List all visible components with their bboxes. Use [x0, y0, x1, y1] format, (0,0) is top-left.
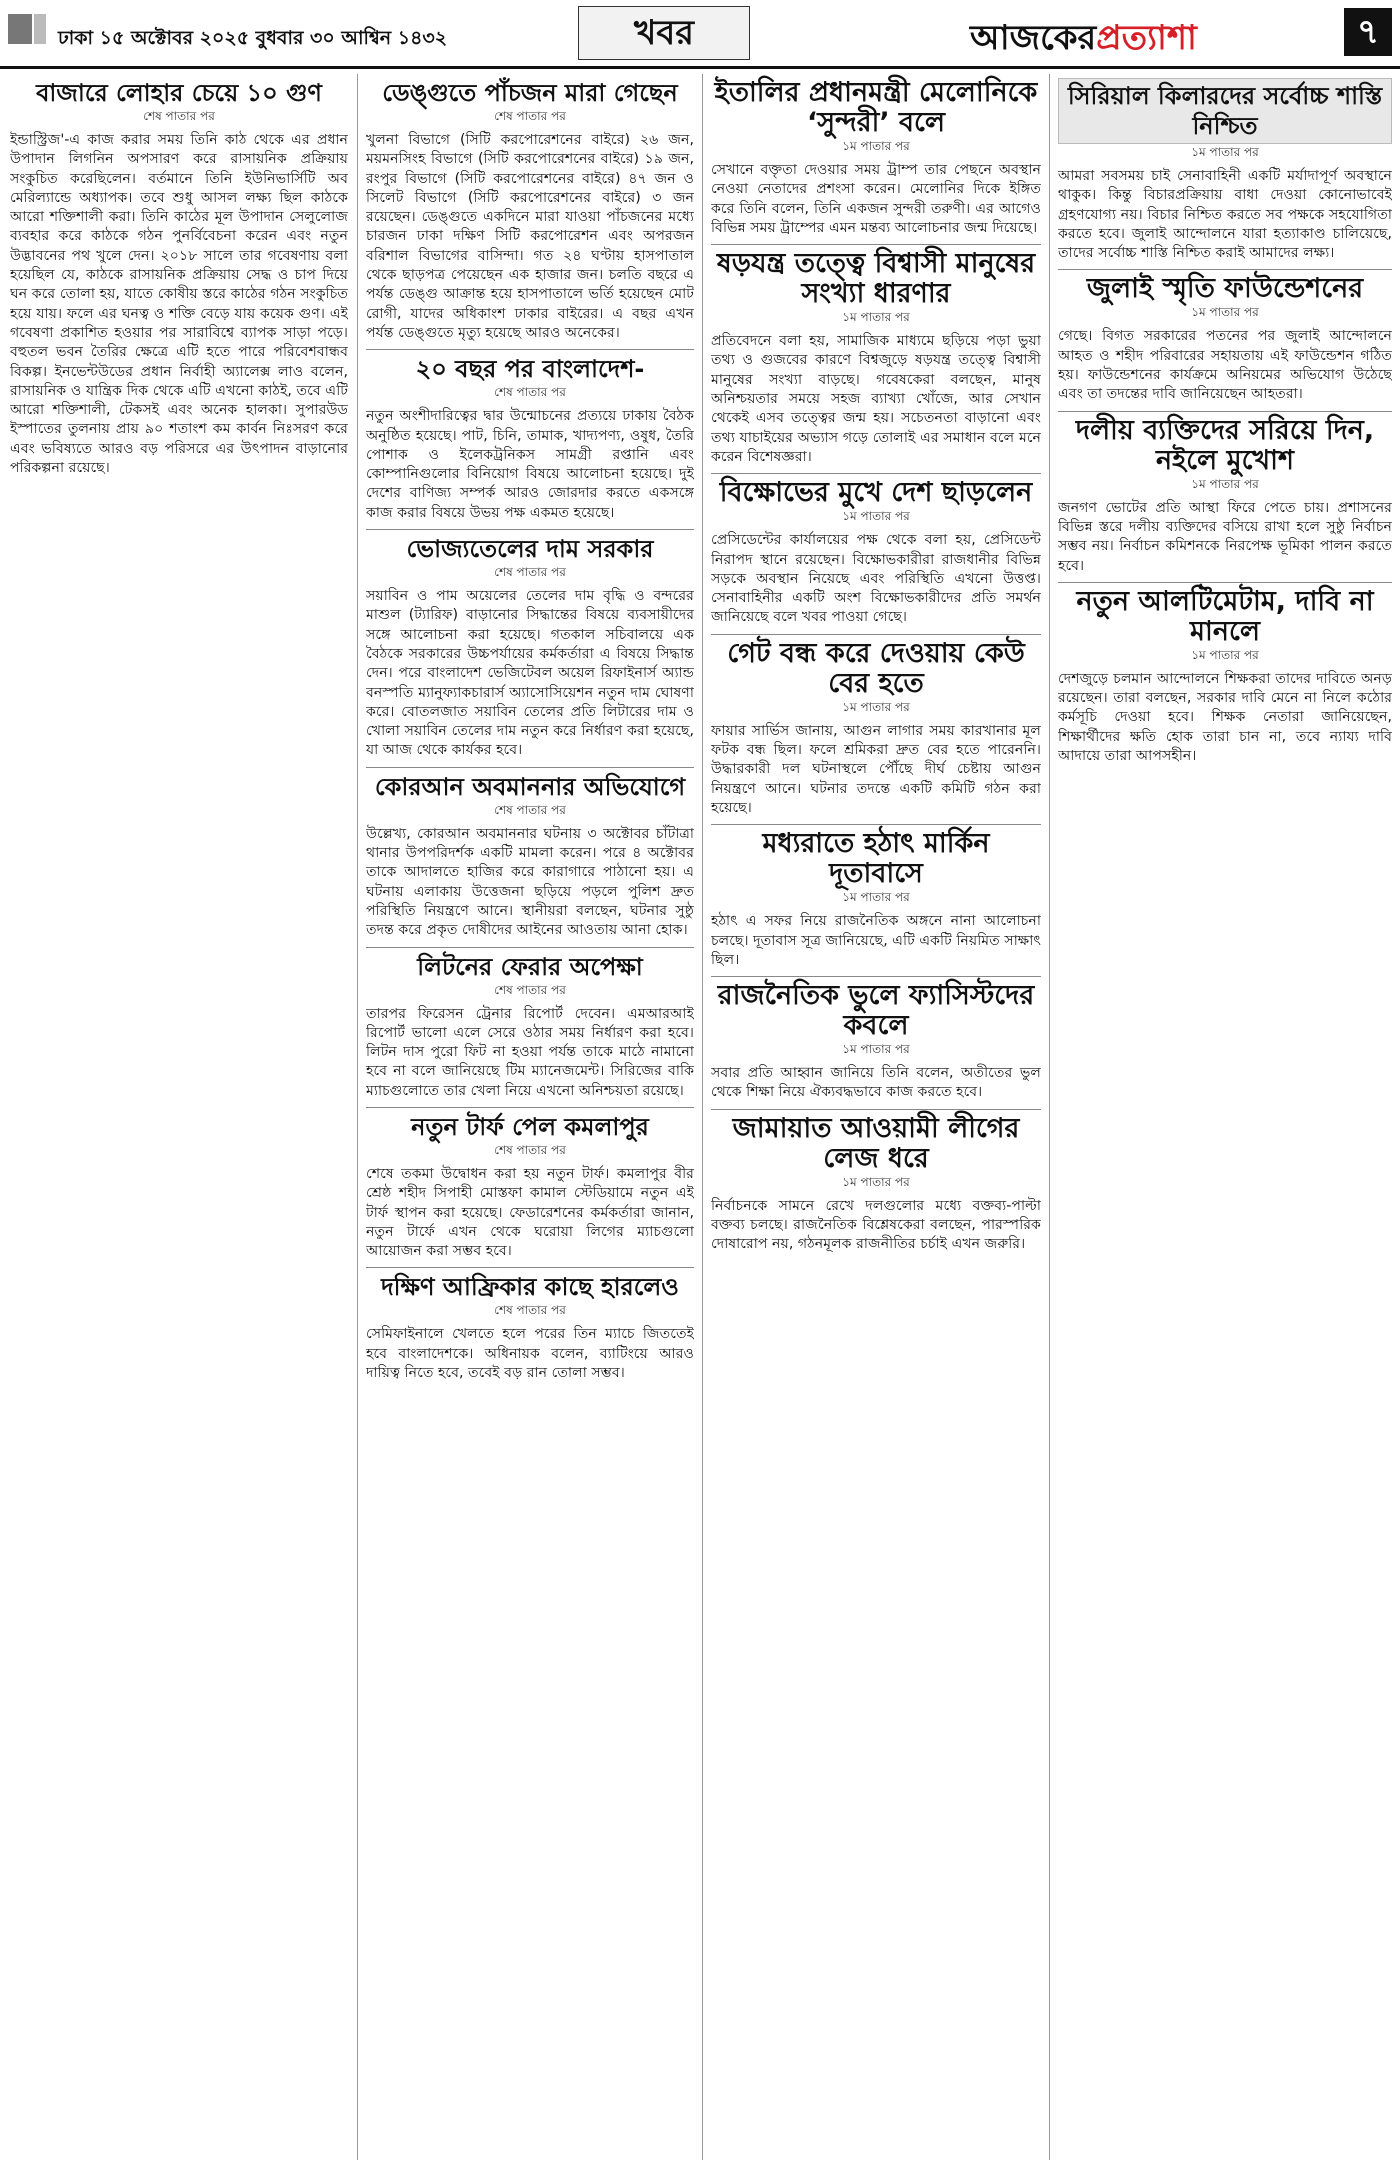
article-headline: গেট বন্ধ করে দেওয়ায় কেউ বের হতে	[727, 637, 1025, 699]
article-headline: ষড়যন্ত্র তত্ত্বে বিশ্বাসী মানুষের সংখ্যা ধারণার	[716, 248, 1036, 310]
article	[1058, 416, 1392, 576]
masthead	[0, 0, 1400, 69]
article-headline: দক্ষিণ আফ্রিকার কাছে হারলেও	[381, 1273, 679, 1302]
article-headline: কোরআন অবমাননার অভিযোগে	[374, 772, 686, 801]
article-body: ফায়ার সার্ভিস জানায়, আগুন লাগার সময় কারখানার মূল ফটক বন্ধ ছিল। ফলে শ্রমিকরা দ্রুত বের হতে পারেননি। উদ্ধারকারী দল ঘটনাস্থলে পৌঁছে দীর্ঘ চেষ্টায় আগুন নিয়ন্ত্রণে আনে। ঘটনার তদন্তে একটি কমিটি গঠন করা হয়েছে।	[711, 722, 1041, 816]
article	[1058, 587, 1392, 766]
article	[10, 78, 348, 478]
article-body: উল্লেখ্য, কোরআন অবমাননার ঘটনায় ৩ অক্টোবর চাঁটাত্রা থানার উপপরিদর্শক একটি মামলা করেন। পরে ৪ অক্টোবর তাকে আদালতে হাজির করে কারাগারে পাঠানো হয়। এ ঘটনায় এলাকায় উত্তেজনা ছড়িয়ে পড়লে পুলিশ দ্রুত পরিস্থিতি নিয়ন্ত্রণে আনে। স্থানীয়রা বলছেন, ঘটনার সুষ্ঠু তদন্ত করে প্রকৃত দোষীদের আইনের আওতায় আনা হোক।	[366, 825, 694, 939]
article-body: জনগণ ভোটের প্রতি আস্থা ফিরে পেতে চায়। প্রশাসনের বিভিন্ন স্তরে দলীয় ব্যক্তিদের বসিয়ে রাখা হলে সুষ্ঠু নির্বাচন সম্ভব নয়। নির্বাচন কমিশনকে নিরপেক্ষ ভূমিকা পালন করতে হবে।	[1058, 499, 1392, 574]
article-divider	[1058, 411, 1392, 412]
continued-from: শেষ পাতার পর	[494, 565, 566, 580]
article	[711, 1114, 1041, 1255]
article-body: সয়াবিন ও পাম অয়েলের তেলের দাম বৃদ্ধি ও বন্দরের মাশুল (ট্যারিফ) বাড়ানোর সিদ্ধান্তের বিষয়ে ব্যবসায়ীদের সঙ্গে আলোচনা করা হয়েছে। গতকাল সচিবালয়ে এক বৈঠকে সরকারের উচ্চপর্যায়ের কর্মকর্তারা এ বিষয়ে সিদ্ধান্ত দেন। পরে বাংলাদেশ ভেজিটেবল অয়েল রিফাইনার্স অ্যান্ড বনস্পতি ম্যানুফ্যাকচারার্স অ্যাসোসিয়েশন নতুন দাম ঘোষণা করে। বোতলজাত সয়াবিন তেলের প্রতি লিটারের দাম ও খোলা সয়াবিন তেলের দাম নতুন করে নির্ধারণ করা হয়েছে, যা আজ থেকে কার্যকর হবে।	[366, 588, 694, 759]
article-body: নির্বাচনকে সামনে রেখে দলগুলোর মধ্যে বক্তব্য-পাল্টা বক্তব্য চলছে। রাজনৈতিক বিশ্লেষকেরা বলছেন, পারস্পরিক দোষারোপ নয়, গঠনমূলক রাজনীতির চর্চাই এখন জরুরি।	[711, 1197, 1041, 1253]
continued-from: শেষ পাতার পর	[494, 802, 566, 817]
article	[1058, 274, 1392, 404]
header-decor-block	[8, 14, 32, 44]
article-body: সবার প্রতি আহ্বান জানিয়ে তিনি বলেন, অতীতের ভুল থেকে শিক্ষা নিয়ে ঐক্যবদ্ধভাবে কাজ করতে হবে।	[711, 1065, 1041, 1101]
continued-from: শেষ পাতার পর	[143, 109, 215, 123]
column-3	[711, 74, 1041, 2160]
continued-from: ১ম পাতার পর	[1191, 476, 1259, 491]
continued-from: ১ম পাতার পর	[1191, 647, 1259, 662]
article-divider	[711, 634, 1041, 635]
article-headline: লিটনের ফেরার অপেক্ষা	[417, 952, 643, 981]
article	[366, 1272, 694, 1383]
article	[1058, 78, 1392, 263]
article	[711, 249, 1041, 467]
article	[366, 772, 694, 941]
article-divider	[366, 349, 694, 350]
continued-from: ১ম পাতার পর	[842, 509, 910, 524]
article-body: সেখানে বক্তৃতা দেওয়ার সময় ট্রাম্প তার পেছনে অবস্থান নেওয়া নেতাদের প্রশংসা করেন। মেলোনির দিকে ইঙ্গিত করে তিনি বলেন, তিনি একজন সুন্দরী তরুণী। এর আগেও বিভিন্ন সময় ট্রাম্পের এমন মন্তব্য আলোচনার জন্ম দিয়েছে।	[711, 162, 1041, 236]
article-divider	[711, 976, 1041, 977]
article-headline: ভোজ্যতেলের দাম সরকার	[406, 535, 654, 564]
article-headline: ২০ বছর পর বাংলাদেশ-	[415, 355, 645, 384]
article-body: সেমিফাইনালে খেলতে হলে পরের তিন ম্যাচে জিততেই হবে বাংলাদেশকে। অধিনায়ক বলেন, ব্যাটিংয়ে আরও দায়িত্ব নিতে হবে, তবেই বড় রান তোলা সম্ভব।	[366, 1326, 694, 1382]
continued-from: ১ম পাতার পর	[842, 139, 910, 153]
column-divider	[1049, 74, 1050, 2160]
issue-date: ঢাকা ১৫ অক্টোবর ২০২৫ বুধবার ৩০ আশ্বিন ১৪৩২	[58, 27, 448, 49]
continued-from: ১ম পাতার পর	[842, 699, 910, 714]
article-headline: দলীয় ব্যক্তিদের সরিয়ে দিন, নইলে মুখোশ	[1075, 414, 1375, 476]
article-body: আমরা সবসময় চাই সেনাবাহিনী একটি মর্যাদাপূর্ণ অবস্থানে থাকুক। কিন্তু বিচারপ্রক্রিয়ায় বাধা দেওয়া কোনোভাবেই গ্রহণযোগ্য নয়। বিচার নিশ্চিত করতে সব পক্ষকে সহযোগিতা করতে হবে। জুলাই আন্দোলনে যারা হত্যাকাণ্ড চালিয়েছে, তাদের সর্বোচ্চ শাস্তি নিশ্চিত করাই আমাদের লক্ষ্য।	[1058, 168, 1392, 262]
article-divider	[366, 767, 694, 768]
article-body: প্রতিবেদনে বলা হয়, সামাজিক মাধ্যমে ছড়িয়ে পড়া ভুয়া তথ্য ও গুজবের কারণে বিশ্বজুড়ে ষড়যন্ত্র তত্ত্বে বিশ্বাসী মানুষের সংখ্যা বাড়ছে। গবেষকেরা বলছেন, মানুষ অনিশ্চয়তার সময়ে সহজ ব্যাখ্যা খোঁজে, আর সেখান থেকেই এসব তত্ত্বের জন্ম হয়। সচেতনতা বাড়ানো এবং তথ্য যাচাইয়ের অভ্যাস গড়ে তোলাই এর সমাধান বলে মনে করেন বিশেষজ্ঞরা।	[711, 333, 1041, 465]
continued-from: ১ম পাতার পর	[842, 1174, 910, 1189]
article	[711, 829, 1041, 970]
article	[366, 534, 694, 761]
continued-from: শেষ পাতার পর	[494, 982, 566, 997]
article-divider	[366, 1107, 694, 1108]
article	[366, 1112, 694, 1261]
article-divider	[366, 947, 694, 948]
article-divider	[711, 244, 1041, 245]
article	[711, 981, 1041, 1103]
continued-from: ১ম পাতার পর	[842, 310, 910, 325]
article-body: দেশজুড়ে চলমান আন্দোলনে শিক্ষকরা তাদের দাবিতে অনড় রয়েছেন। তারা বলছেন, সরকার দাবি মেনে না নিলে কঠোর কর্মসূচি দেওয়া হবে। শিক্ষক নেতারা জানিয়েছেন, শিক্ষার্থীদের ক্ষতি হোক তারা চান না, তবে ন্যায্য দাবি আদায়ে তারা আপসহীন।	[1058, 670, 1392, 765]
article-headline: মধ্যরাতে হঠাৎ মার্কিন দূতাবাসে	[762, 828, 990, 890]
article-headline: সিরিয়াল কিলারদের সর্বোচ্চ শাস্তি নিশ্চিত	[1058, 78, 1392, 144]
article-body: হঠাৎ এ সফর নিয়ে রাজনৈতিক অঙ্গনে নানা আলোচনা চলছে। দূতাবাস সূত্র জানিয়েছে, এটি একটি নিয়মিত সাক্ষাৎ ছিল।	[711, 913, 1041, 968]
article-body: ইন্ডাস্ট্রিজ'-এ কাজ করার সময় তিনি কাঠ থেকে এর প্রধান উপাদান লিগনিন অপসারণ করে রাসায়নিক প্রক্রিয়ায় সংকুচিত করেছিলেন। বর্তমানে তিনি ইউনিভার্সিটি অব মেরিল্যান্ডে অধ্যাপক। তবে শুধু আসল লক্ষ্য ছিল কাঠকে আরো শক্তিশালী করা। তিনি কাঠের মূল উপাদান সেলুলোজ ব্যবহার করে কাঠকে গঠন পুনর্বিবেচনা করেন এবং নতুন উদ্ভাবনের পথ খুলে দেন। ২০১৮ সালে তার গবেষণায় বলা হয়েছিল যে, কাঠকে রাসায়নিক প্রক্রিয়ায় সেদ্ধ ও চাপ দিয়ে ঘন করে তোলা হয়, যাতে কোষীয় স্তরে কাঠের গঠন সংকুচিত হয়ে যায়। ফলে এর ঘনত্ব ও শক্তি বেড়ে যায় কয়েক গুণ। এই গবেষণা প্রকাশিত হওয়ার পর সারাবিশ্বে ব্যাপক সাড়া পড়ে। বহুতল ভবন তৈরির ক্ষেত্রে এটি হতে পারে পরিবেশবান্ধব বিকল্প। ইনভেন্টউডের প্রধান নির্বাহী অ্যালেক্স লাও বলেন, রাসায়নিক ও যান্ত্রিক দিক থেকে এটি এখনো কাঠই, তবে এটি আরো শক্তিশালী, টেকসই এবং অনেক হালকা। সুপারউড ইস্পাতের তুলনায় প্রায় ৯০ শতাংশ কম কার্বন নিঃসরণ করে এবং ভবিষ্যতে আরও বড় পরিসরে এর উৎপাদন বাড়ানোর পরিকল্পনা রয়েছে।	[10, 132, 348, 477]
article-headline: জুলাই স্মৃতি ফাউন্ডেশনের	[1086, 273, 1364, 305]
column-1	[10, 74, 348, 2160]
article-body: গেছে। বিগত সরকারের পতনের পর জুলাই আন্দোলনে আহত ও শহীদ পরিবারের সহায়তায় এই ফাউন্ডেশন গঠিত হয়। ফাউন্ডেশনের কার্যক্রমে অনিয়মের অভিযোগ উঠেছে এবং তা তদন্তের দাবি জানিয়েছেন আহতরা।	[1058, 328, 1392, 403]
article	[711, 639, 1041, 818]
article-divider	[711, 473, 1041, 474]
article-body: তারপর ফিরেসন ট্রেনার রিপোর্ট দেবেন। এমআরআই রিপোর্ট ভালো এলে সেরে ওঠার সময় নির্ধারণ করা হবে। লিটন দাস পুরো ফিট না হওয়া পর্যন্ত তাকে মাঠে নামানো হবে না বলে জানিয়েছে টিম ম্যানেজমেন্ট। সিরিজের বাকি ম্যাচগুলোতে তার খেলা নিয়ে এখনো অনিশ্চয়তা রয়েছে।	[366, 1005, 694, 1099]
article-headline: বাজারে লোহার চেয়ে ১০ গুণ	[36, 79, 322, 107]
article	[711, 478, 1041, 627]
article-headline: রাজনৈতিক ভুলে ফ্যাসিস্টদের কবলে	[717, 980, 1035, 1042]
article	[711, 78, 1041, 238]
article	[366, 78, 694, 343]
article-body: প্রেসিডেন্টের কার্যালয়ের পক্ষ থেকে বলা হয়, প্রেসিডেন্ট নিরাপদ স্থানে রয়েছেন। বিক্ষোভকারীরা রাজধানীর বিভিন্ন সড়কে অবস্থান নিয়েছে এবং পরিস্থিতি এখনো উত্তপ্ত। সেনাবাহিনীর একটি অংশ বিক্ষোভকারীদের প্রতি সমর্থন জানিয়েছে বলে খবর পাওয়া গেছে।	[711, 532, 1041, 626]
article-divider	[1058, 582, 1392, 583]
newspaper-logo: আজকেরপ্রত্যাশা	[970, 18, 1197, 58]
article-headline: জামায়াত আওয়ামী লীগের লেজ ধরে	[732, 1112, 1020, 1174]
continued-from: ১ম পাতার পর	[842, 890, 910, 905]
article-divider	[711, 1109, 1041, 1110]
article-headline: বিক্ষোভের মুখে দেশ ছাড়লেন	[719, 477, 1033, 509]
article-headline: ইতালির প্রধানমন্ত্রী মেলোনিকে ‘সুন্দরী’ বলে	[714, 77, 1038, 138]
section-title: খবর	[578, 6, 750, 60]
article-divider	[1058, 269, 1392, 270]
article-body: খুলনা বিভাগে (সিটি করপোরেশনের বাইরে) ২৬ জন, ময়মনসিংহ বিভাগে (সিটি করপোরেশনের বাইরে) ১৯ জন, রংপুর বিভাগে (সিটি করপোরেশনের বাইরে) ৪৭ জন ও সিলেট বিভাগে (সিটি করপোরেশনের বাইরে) ৩ জন রয়েছেন। ডেঙ্গুতে একদিনে মারা যাওয়া পাঁচজনের মধ্যে চারজন ঢাকা দক্ষিণ সিটি করপোরেশন এবং অপরজন বরিশাল বিভাগের বাসিন্দা। গত ২৪ ঘণ্টায় হাসপাতাল থেকে ছাড়পত্র পেয়েছেন এক হাজার জন। চলতি বছরে এ পর্যন্ত ডেঙ্গু আক্রান্ত হয়ে হাসপাতালে ভর্তি হয়েছেন মোট রোগী, যাদের অধিকাংশ ঢাকার বাইরের। এ বছর এখন পর্যন্ত ডেঙ্গুতে মৃত্যু হয়েছে আরও অনেকের।	[366, 132, 694, 341]
article	[366, 952, 694, 1101]
article-divider	[711, 824, 1041, 825]
continued-from: ১ম পাতার পর	[1191, 305, 1259, 320]
continued-from: শেষ পাতার পর	[494, 1142, 566, 1157]
article-divider	[366, 1267, 694, 1268]
continued-from: ১ম পাতার পর	[842, 1042, 910, 1057]
continued-from: ১ম পাতার পর	[1191, 145, 1259, 159]
article	[366, 354, 694, 523]
article-divider	[366, 529, 694, 530]
article-body: নতুন অংশীদারিত্বের দ্বার উন্মোচনের প্রত্যয়ে ঢাকায় বৈঠক অনুষ্ঠিত হয়েছে। পাট, চিনি, তামাক, খাদ্যপণ্য, ওষুধ, তৈরি পোশাক ও ইলেকট্রনিকস সামগ্রী রপ্তানি এবং কোম্পানিগুলোর বিনিয়োগ বিষয়ে আলোচনা হয়েছে। দুই দেশের বাণিজ্য সম্পর্ক আরও জোরদার করতে একসঙ্গে কাজ করার বিষয়ে উভয় পক্ষ একমত হয়েছে।	[366, 408, 694, 521]
column-4	[1058, 74, 1392, 2160]
article-headline: নতুন আলটিমেটাম, দাবি না মানলে	[1076, 585, 1374, 647]
article-headline: ডেঙ্গুতে পাঁচজন মারা গেছেন	[382, 79, 678, 107]
article-headline: নতুন টার্ফ পেল কমলাপুর	[411, 1112, 649, 1141]
continued-from: শেষ পাতার পর	[494, 109, 566, 123]
header-decor-block	[34, 14, 46, 44]
continued-from: শেষ পাতার পর	[494, 385, 566, 400]
article-body: শেষে তকমা উদ্বোধন করা হয় নতুন টার্ফ। কমলাপুর বীর শ্রেষ্ঠ শহীদ সিপাহী মোস্তফা কামাল স্টেডিয়ামে নতুন এই টার্ফ স্থাপন করা হয়েছে। ফেডারেশনের কর্মকর্তারা জানান, নতুন টার্ফে এখন থেকে ঘরোয়া লিগের ম্যাচগুলো আয়োজন করা সম্ভব হবে।	[366, 1165, 694, 1260]
column-divider	[702, 74, 703, 2160]
continued-from: শেষ পাতার পর	[494, 1303, 566, 1318]
column-divider	[357, 74, 358, 2160]
column-2	[366, 74, 694, 2160]
page-number: ৭	[1344, 8, 1392, 56]
